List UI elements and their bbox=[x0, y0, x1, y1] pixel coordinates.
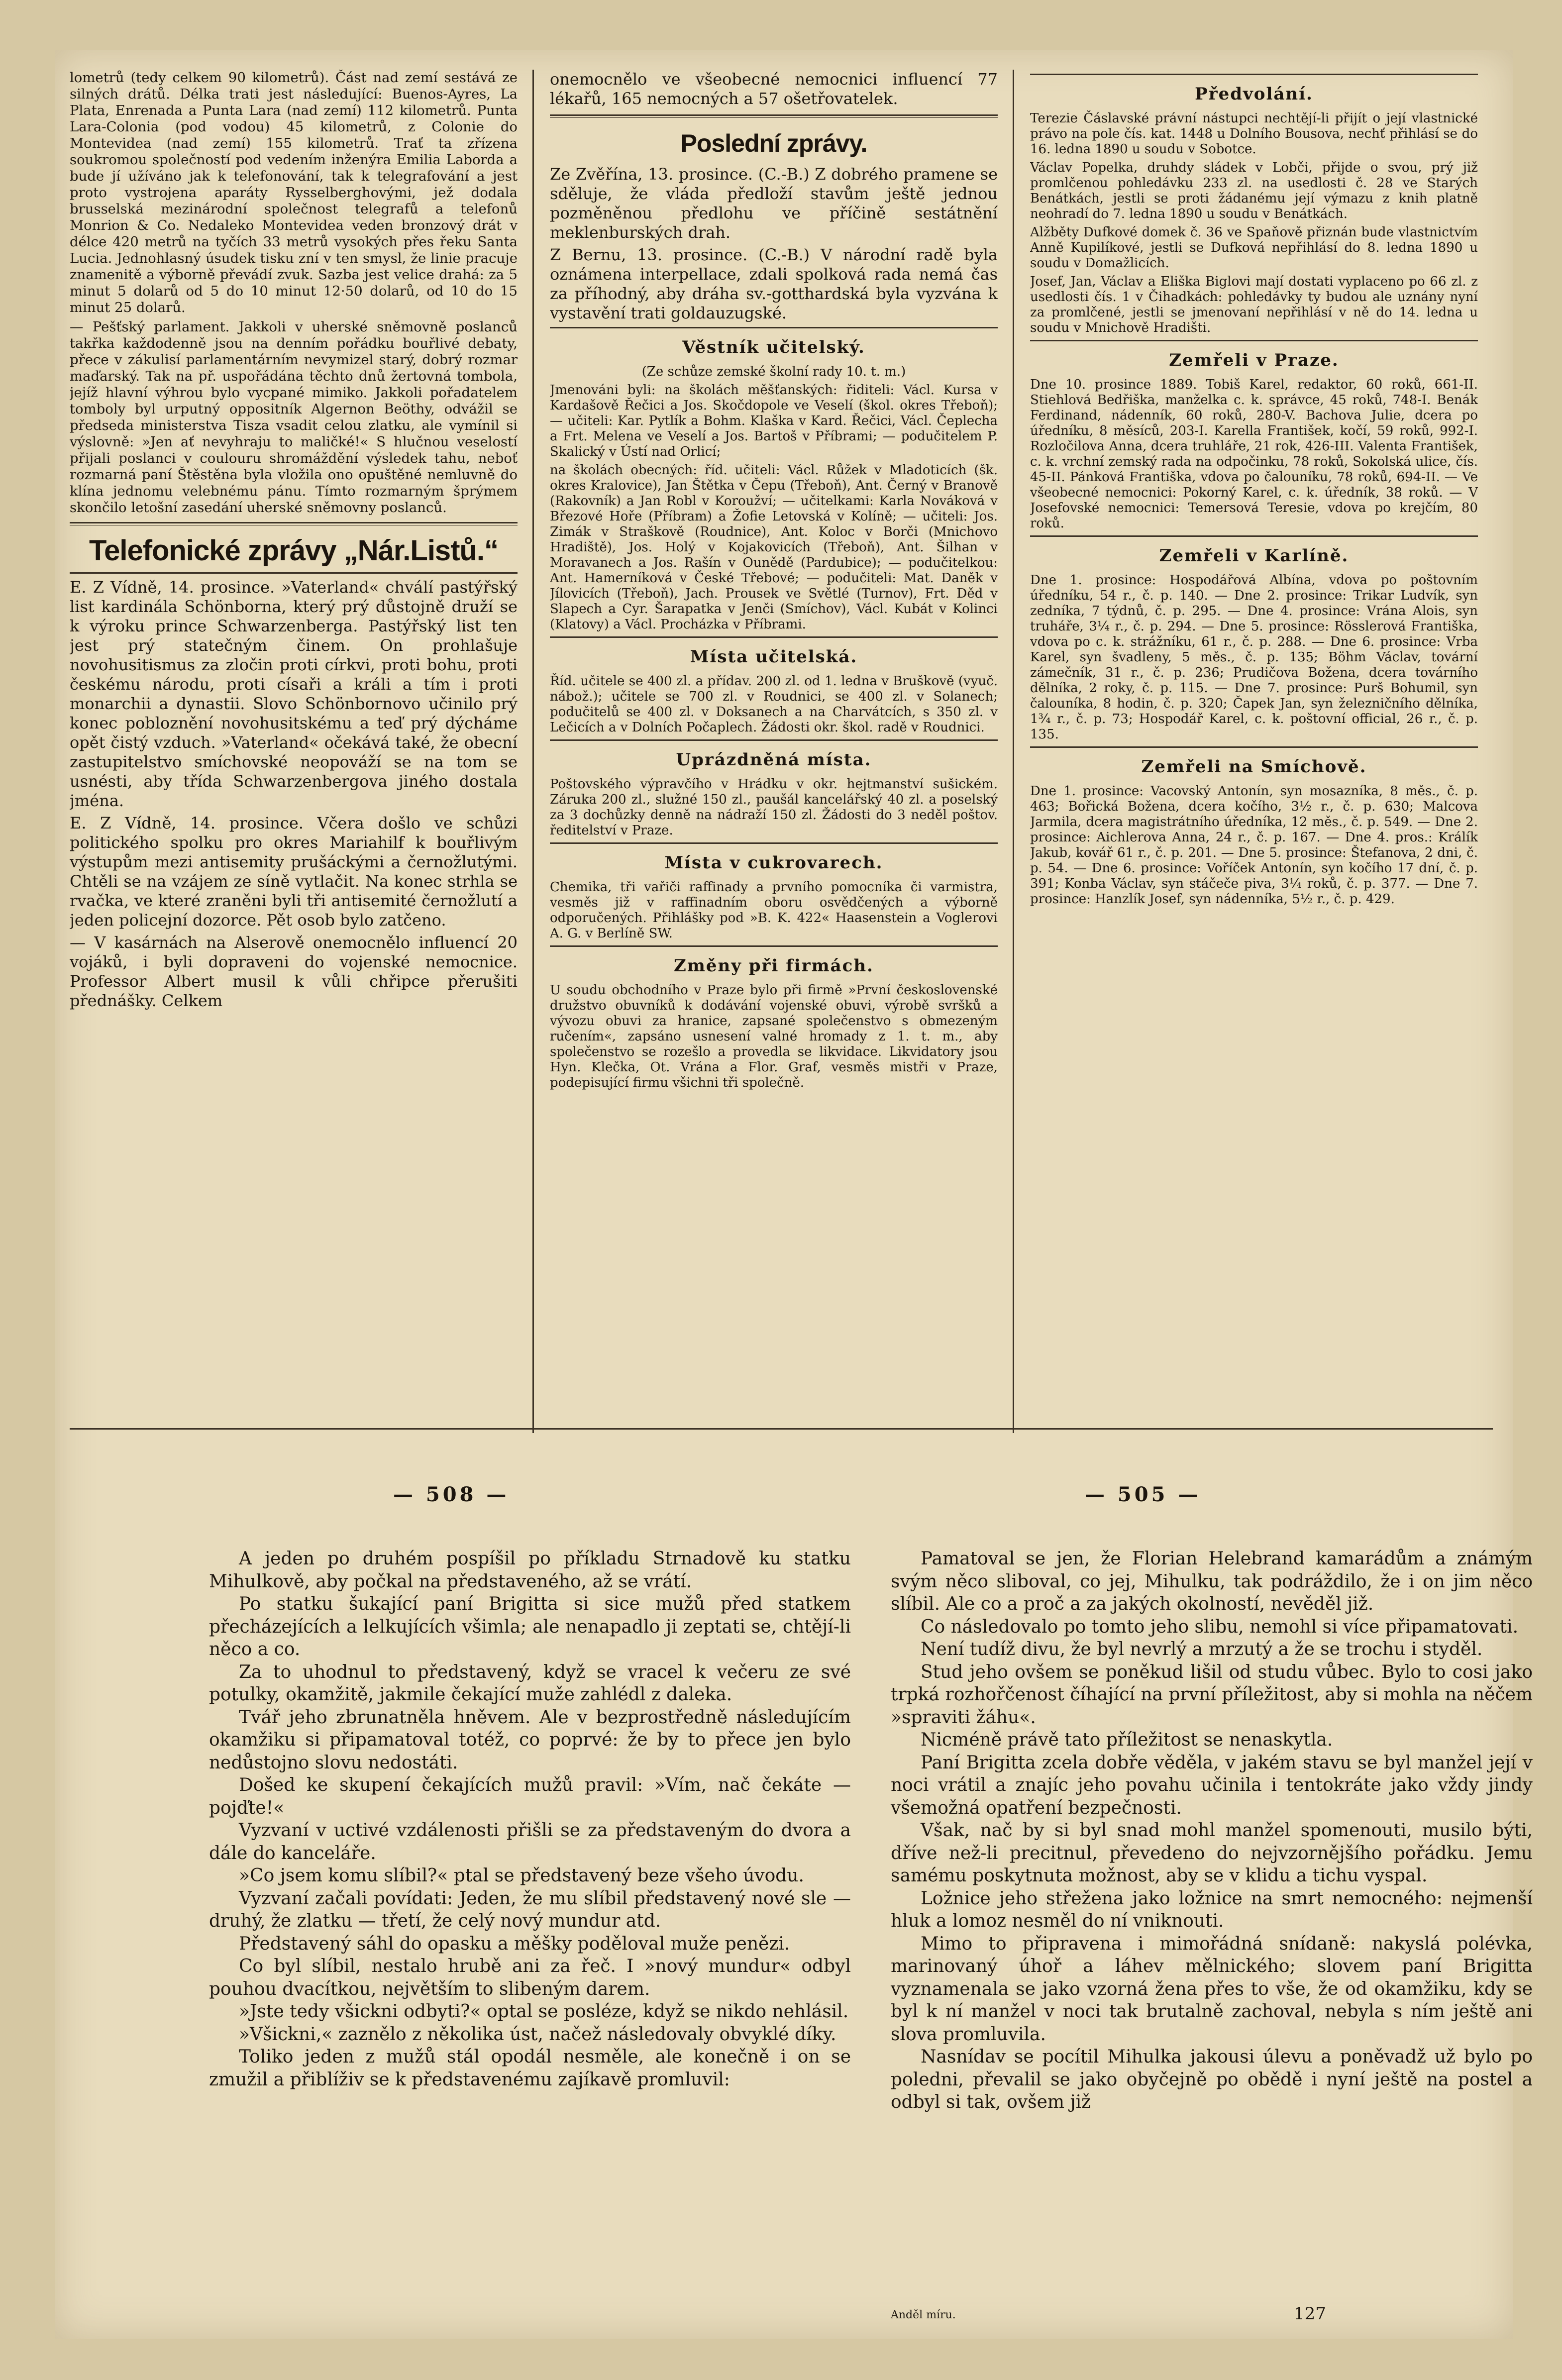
news-item: Ze Zvěřína, 13. prosince. (C.-B.) Z dobrého pramene se sděluje, že vláda předloží stavům ještě jednou pozměněnou předlohu ve příčině sestátnění meklenburských drah. bbox=[550, 165, 998, 242]
divider bbox=[550, 739, 998, 741]
story-paragraph: Ložnice jeho střežena jako ložnice na smrt nemocného: nejmenší hluk a lomoz nesměl do ní vniknouti. bbox=[891, 1888, 1533, 1931]
story-paragraph: »Jste tedy všickni odbyti?« optal se posléze, když se nikdo nehlásil. bbox=[239, 2001, 849, 2022]
story-paragraph: Po statku šukající paní Brigitta si sice mužů před statkem přecházejících a lelkujících všimla; ale nenapadlo ji zeptati se, chtějí-li něco a co. bbox=[209, 1594, 851, 1659]
story-left-page bbox=[209, 1548, 851, 2091]
divider bbox=[550, 327, 998, 328]
story-paragraph: Vyzvaní v uctivé vzdálenosti přišli se za představeným do dvora a dále do kanceláře. bbox=[209, 1820, 851, 1863]
telefon-heading: Telefonické zprávy „Nár.Listů.“ bbox=[89, 534, 499, 567]
divider bbox=[550, 114, 998, 118]
vestnik-heading: Věstník učitelský. bbox=[682, 337, 865, 357]
story-paragraph: Představený sáhl do opasku a měšky poděloval muže penězi. bbox=[239, 1933, 790, 1954]
zemreli-smichov-heading: Zemřeli na Smíchově. bbox=[1141, 757, 1367, 777]
story-paragraph: Toliko jeden z mužů stál opodál nesměle, ale konečně i on se zmužil a přiblíživ se k představenému zajíkavě promluvil: bbox=[209, 2047, 851, 2090]
story-paragraph: Tvář jeho zbrunatněla hněvem. Ale v bezprostředně následujícím okamžiku si připamatoval totéž, co poprvé: že by to přece jen bylo nedůstojno slovu nedostáti. bbox=[209, 1707, 851, 1773]
news-item: Z Bernu, 13. prosince. (C.-B.) V národní radě byla oznámena interpellace, zdali spolková rada nemá čas za příhodný, aby dráha sv.-gotthardská byla vyzvána k vystavění trati goldauzugské. bbox=[550, 245, 998, 322]
story-paragraph: Došed ke skupení čekajících mužů pravil: »Vím, nač čekáte — pojďte!« bbox=[209, 1775, 851, 1818]
story-right-page bbox=[891, 1548, 1533, 2114]
column-rule bbox=[532, 70, 534, 1433]
story-paragraph: »Co jsem komu slíbil?« ptal se představený beze všeho úvodu. bbox=[239, 1865, 804, 1886]
column-rule bbox=[1013, 70, 1014, 1433]
story-paragraph: Nicméně právě tato příležitost se nenaskytla. bbox=[921, 1730, 1333, 1750]
uprazdnena-heading: Uprázdněná místa. bbox=[676, 750, 872, 770]
column-1 bbox=[70, 70, 518, 1014]
vestnik-item: Jmenováni byli: na školách měšťanských: řiditeli: Václ. Kursa v Kardašově Řečici a Jos. Skočdopole ve Veselí (škol. okres Třeboň); — učiteli: Kar. Pytlík a Bohm. Klaška v Kard. Řečici, Václ. Čeplecha a Frt. Melena ve Veselí a Jos. Bartoš v Příbrami; — podučitelem P. Skalický v Ústí nad Orlicí; bbox=[550, 383, 998, 459]
story-paragraph: Co následovalo po tomto jeho slibu, nemohl si více připamatovati. bbox=[921, 1616, 1519, 1637]
page-number-left: — 508 — bbox=[393, 1483, 510, 1506]
vestnik-item: na školách obecných: říd. učiteli: Václ. Růžek v Mladoticích (šk. okres Kralovice), Jan Štětka v Čepu (Třeboň), Ant. Černý v Branově (Rakovník) a Jan Robl v Koroužví; — učitelkami: Karla Nováková v Březové Hoře (Příbram) a Žofie Letovská v Kolíně; — učiteli: Jos. Zimák v Straškově (Roudnice), Ant. Koloc v Borči (Mnichovo Hradiště), Jos. Holý v Kojakovicích (Třeboň), Ant. Šilhan v Moravanech a Jos. Rašín v Ounědě (Pardubice); — podučitelkou: Ant. Hamerníková v České Třebové; — podučiteli: Mat. Daněk v Jílovicích (Třeboň), Jach. Prousek ve Světlé (Turnov), Frt. Děd v Slapech a Cyr. Šarapatka v Jenči (Smíchov), Václ. Kubát v Kolinci (Klatovy) a Václ. Procházka v Příbrami. bbox=[550, 463, 998, 632]
story-paragraph: Za to uhodnul to představený, když se vracel k večeru ze své potulky, okamžitě, jakmile čekající muže zahlédl z daleka. bbox=[209, 1661, 851, 1705]
zmeny-heading: Změny při firmách. bbox=[674, 956, 874, 976]
telegraph-article: lometrů (tedy celkem 90 kilometrů). Část nad zemí sestává ze silných drátů. Délka trati jest následující: Buenos-Ayres, La Plata, Enrenada a Punta Lara (nad zemí) 112 kilometrů. Punta Lara-Colonia (pod vodou) 45 kilometrů, z Colonie do Montevidea (nad zemí) 155 kilometrů. Trať ta zřízena soukromou společností pod vedením inženýra Emilia Laborda a bude jí užíváno jak k telefonování, tak k telegrafování a jest proto vystrojena aparáty Rysselberghovými, jež dodala brusselská mezinárodní společnost telegrafů a telefonů Monrion & Co. Nedaleko Montevidea veden bronzový drát v délce 420 metrů na tyčích 33 metrů vysokých přes řeku Santa Lucia. Jednohlasný úsudek tisku zní v ten smysl, že linie pracuje znamenitě a výborně převádí zvuk. Sazba jest velice drahá: za 5 minut 5 dolarů od 5 do 10 minut 12·50 dolarů, od 10 do 15 minut 25 dolarů. bbox=[70, 70, 518, 315]
divider bbox=[1030, 746, 1478, 748]
story-paragraph: Pamatoval se jen, že Florian Helebrand kamarádům a známým svým něco sliboval, co jej, Mihulku, tak podráždilo, že i on jim něco slíbil. Ale co a proč a za jakých okolností, nevěděl již. bbox=[891, 1549, 1533, 1614]
divider bbox=[550, 945, 998, 947]
cukrovar-text: Chemika, tři vařiči raffinady a prvního pomocníka či varmistra, vesměs již v raffinadním oboru osvědčených a výborně odporučených. Přihlášky pod »B. K. 422« Haasenstein a Voglerovi A. G. v Berlíně SW. bbox=[550, 880, 998, 941]
newspaper-top-band bbox=[70, 70, 1493, 1433]
parliament-article: — Pešťský parlament. Jakkoli v uherské sněmovně poslanců takřka každodenně jsou na denním pořádku bouřlivé debaty, přece v zákulisí parlamentárním nevymizel starý, dobrý rozmar maďarský. Tak na př. uspořádána těchto dnů žertovná tombola, jejíž hlavní výhrou bylo vycpané mimiko. Jakkoli pořadatelem tomboly byl urputný oppositník Algernon Beöthy, odvážil se předseda ministerstva Tisza vsadit celou zlatku, ale vymínil si výslovně: »Jen ať nevyhraju to maličké!« S hlučnou veselostí přijali poslanci v coulouru shromáždění výsledek tahu, neboť rozmarná paní Štěstěna byla vložila ono opuštěné nemluvně do klína jednomu velebnému pánu. Tímto rozmarným šprýmem skončilo letošní zasedání uherské sněmovny poslanců. bbox=[70, 319, 518, 516]
column-2 bbox=[550, 70, 998, 1094]
predvolani-item: Terezie Čáslavské právní nástupci nechtějí-li přijít o její vlastnické právo na pole čís. kat. 1448 u Dolního Bousova, nechť přihlásí se do 16. ledna 1890 u soudu v Sobotce. bbox=[1030, 111, 1478, 157]
story-paragraph: A jeden po druhém pospíšil po příkladu Strnadově ku statku Mihulkově, aby počkal na představeného, až se vrátí. bbox=[209, 1549, 851, 1592]
footer-page-number: 127 bbox=[1294, 2304, 1326, 2324]
zemreli-karlin-heading: Zemřeli v Karlíně. bbox=[1159, 546, 1349, 566]
divider bbox=[1030, 74, 1478, 75]
story-paragraph: »Všickni,« zaznělo z několika úst, načež následovaly obvyklé díky. bbox=[239, 2024, 836, 2045]
story-paragraph: Co byl slíbil, nestalo hrubě ani za řeč. I »nový mundur« odbyl pouhou dvacítkou, největším to slibeným darem. bbox=[209, 1956, 851, 1999]
story-paragraph: Paní Brigitta zcela dobře věděla, v jakém stavu se byl manžel její v noci vrátil a znajíc jeho povahu učinila i tentokráte jako vždy jindy všemožná opatření bezpečnosti. bbox=[891, 1752, 1533, 1818]
divider bbox=[550, 636, 998, 638]
predvolani-heading: Předvolání. bbox=[1195, 84, 1313, 104]
predvolani-item: Alžběty Dufkové domek č. 36 ve Spaňově přiznán bude vlastnictvím Anně Kupilíkové, jestli se Dufková nepřihlásí do 8. ledna 1890 u soudu v Domažlicích. bbox=[1030, 225, 1478, 271]
section-separator bbox=[70, 1428, 1493, 1430]
mista-heading: Místa učitelská. bbox=[690, 647, 858, 667]
zmeny-text: U soudu obchodního v Praze bylo při firmě »První československé družstvo obuvníků k dodávání vojenské obuvi, výrobě svršků a vývozu obuvi za hranice, zapsané společenstvo s obmezeným ručením«, zapsáno usnesení valné hromady z 1. t. m., aby společenstvo se rozešlo a provedla se likvidace. Likvidatory jsou Hyn. Klečka, Ot. Vrána a Flor. Graf, vesměs mistři v Praze, podepisující firmu všichni tři společně. bbox=[550, 983, 998, 1090]
telefon-item: E. Z Vídně, 14. prosince. »Vaterland« chválí pastýřský list kardinála Schönborna, který prý důstojně druží se k výroku prince Schwarzenberga. Pastýřský list ten jest prý statečným činem. On prohlašuje novohusitismus za zločin proti církvi, proti bohu, proti českému národu, proti císaři a králi a tím i proti monarchii a dynastii. Slovo Schönbornovo učinilo prý konec pobloznění novohusitskému a teď prý dýcháme opět čistý vzduch. »Vaterland« očekává také, že obecní zastupitelstvo smíchovské neopováží se na tom se usnésti, aby třída Schwarzenbergova jiného dostala jména. bbox=[70, 578, 518, 810]
uprazdnena-text: Poštovského výpravčího v Hrádku v okr. hejtmanství sušickém. Záruka 200 zl., služné 150 zl., paušál kancelářský 40 zl. a poselský za 3 dochůzky denně na nádraží 150 zl. Žádosti do 3 neděl poštov. ředitelství v Praze. bbox=[550, 777, 998, 838]
predvolani-item: Václav Popelka, druhdy sládek v Lobči, přijde o svou, prý již promlčenou pohledávku 233 zl. na usedlosti č. 28 ve Starých Benátkách, jestli se proti žádanému její výmazu z knih platně neohradí do 7. ledna 1890 u soudu v Benátkách. bbox=[1030, 160, 1478, 221]
vestnik-subtitle: (Ze schůze zemské školní rady 10. t. m.) bbox=[641, 364, 906, 379]
story-paragraph: Vyzvaní začali povídati: Jeden, že mu slíbil představený nové sle — druhý, že zlatku — třetí, že celý nový mundur atd. bbox=[209, 1888, 851, 1931]
divider bbox=[70, 572, 518, 574]
divider bbox=[550, 842, 998, 844]
story-paragraph: Stud jeho ovšem se poněkud lišil od studu vůbec. Bylo to cosi jako trpká rozhořčenost číhající na první příležitost, aby si mohla na něčem »spraviti žáhu«. bbox=[891, 1661, 1533, 1728]
influenza-note: onemocnělo ve všeobecné nemocnici influencí 77 lékařů, 165 nemocných a 57 ošetřovatelek. bbox=[550, 70, 998, 108]
mista-text: Říd. učitele se 400 zl. a přídav. 200 zl. od 1. ledna v Bruškově (vyuč. nábož.); učitele se 700 zl. v Roudnici, se 400 zl. v Solanech; podučitelů se 400 zl. v Doksanech a na Charvátcích, s 350 zl. v Lečicích a v Dolních Počaplech. Žádosti okr. škol. radě v Roudnici. bbox=[550, 674, 998, 735]
telefon-item: E. Z Vídně, 14. prosince. Včera došlo ve schůzi politického spolku pro okres Mariahilf k bouřlivým výstupům mezi antisemity prušáckými a černožlutými. Chtěli se na vzájem ze síně vytlačit. Na konec strhla se rvačka, ve které zraněni byli tři antisemité černožlutí a jeden policejní dozorce. Pět osob bylo zatčeno. bbox=[70, 814, 518, 930]
telefon-item: — V kasárnách na Alserově onemocnělo influencí 20 vojáků, i byli dopraveni do vojenské nemocnice. Professor Albert musil k vůli chřipce přerušiti přednášky. Celkem bbox=[70, 933, 518, 1010]
story-paragraph: Však, nač by si byl snad mohl manžel spomenouti, musilo býti, dříve než-li precitnul, převedeno do nejvzornějšího pořádku. Jemu samému poskytnuta možnost, aby se v klidu a tichu vyspal. bbox=[891, 1820, 1533, 1886]
zemreli-praha-heading: Zemřeli v Praze. bbox=[1169, 350, 1339, 370]
divider bbox=[1030, 340, 1478, 341]
divider bbox=[70, 522, 518, 525]
zemreli-smichov-text: Dne 1. prosince: Vacovský Antonín, syn mosazníka, 8 měs., č. p. 463; Bořická Božena, dcera kočího, 3½ r., č. p. 630; Malcova Jarmila, dcera magistrátního úředníka, 12 měs., č. p. 549. — Dne 2. prosince: Aichlerova Anna, 24 r., č. p. 167. — Dne 4. pros.: Králík Jakub, kovář 61 r., č. p. 201. — Dne 5. prosince: Štefanova, 2 dni, č. p. 54. — Dne 6. prosince: Voříček Antonín, syn kočího 17 dní, č. p. 391; Konba Václav, syn stáčeče piva, 3¼ roků, č. p. 377. — Dne 7. prosince: Hanzlík Josef, syn nádenníka, 5½ r., č. p. 429. bbox=[1030, 784, 1478, 907]
predvolani-item: Josef, Jan, Václav a Eliška Biglovi mají dostati vyplaceno po 66 zl. z usedlosti čís. 1 v Čihadkách: pohledávky ty budou ale uznány nyní za promlčené, jestli se jmenovaní nepřihlásí v ně do 14. ledna u soudu v Mnichově Hradišti. bbox=[1030, 274, 1478, 335]
footer-publication: Anděl míru. bbox=[891, 2309, 956, 2321]
column-3 bbox=[1030, 70, 1478, 910]
story-paragraph: Není tudíž divu, že byl nevrlý a mrzutý a že se trochu i styděl. bbox=[921, 1639, 1483, 1659]
zemreli-praha-text: Dne 10. prosince 1889. Tobiš Karel, redaktor, 60 roků, 661-II. Stiehlová Bedřiška, manželka c. k. správce, 45 roků, 748-I. Benák Ferdinand, nádenník, 60 roků, 280-V. Bachova Julie, dcera po úředníku, 8 měsíců, 203-I. Karella František, kočí, 59 roků, 992-I. Rozločilova Anna, dcera truhláře, 21 rok, 426-III. Valenta František, c. k. vrchní zemský rada na odpočinku, 78 roků, Sokolská ulice, čís. 45-II. Pánková Františka, vdova po čalouníku, 78 roků, 694-II. — Ve všeobecné nemocnici: Pokorný Karel, c. k. úředník, 38 roků. — V Josefovské nemocnici: Temersová Teresie, vdova po krejčím, 80 roků. bbox=[1030, 377, 1478, 531]
page-number-right: — 505 — bbox=[1085, 1483, 1201, 1506]
cukrovar-heading: Místa v cukrovarech. bbox=[664, 853, 883, 873]
divider bbox=[1030, 535, 1478, 537]
posledni-heading: Poslední zprávy. bbox=[680, 129, 867, 157]
zemreli-karlin-text: Dne 1. prosince: Hospodářová Albína, vdova po poštovním úředníku, 54 r., č. p. 140. — Dne 2. prosince: Trikar Ludvík, syn zedníka, 7 týdnů, č. p. 295. — Dne 4. prosince: Vrána Alois, syn truháře, 3¼ r., č. p. 294. — Dne 5. prosince: Rösslerová Františka, vdova po c. k. strážníku, 61 r., č. p. 288. — Dne 6. prosince: Vrba Karel, syn švadleny, 5 měs., č. p. 135; Böhm Václav, tovární zámečník, 31 r., č. p. 236; Prudičova Božena, dcera továrního dělníka, 2 roky, č. p. 115. — Dne 7. prosince: Purš Bohumil, syn čalouníka, 8 hodin, č. p. 320; Čapek Jan, syn železničního dělníka, 1¾ r., č. p. 73; Hospodář Karel, c. k. poštovní official, 26 r., č. p. 135. bbox=[1030, 573, 1478, 742]
story-paragraph: Mimo to připravena i mimořádná snídaně: nakyslá polévka, marinovaný úhoř a láhev mělnického; slovem paní Brigitta vyznamenala se jako vzorná žena přes to vše, že od okamžiku, kdy se byl k ní manžel v noci tak brutalně zachoval, nebyla s ním ještě ani slova promluvila. bbox=[891, 1933, 1533, 2045]
story-paragraph: Nasnídav se pocítil Mihulka jakousi úlevu a poněvadž už bylo po poledni, převalil se jako obyčejně po obědě i nyní ještě na postel a odbyl si tak, ovšem již bbox=[891, 2047, 1533, 2112]
